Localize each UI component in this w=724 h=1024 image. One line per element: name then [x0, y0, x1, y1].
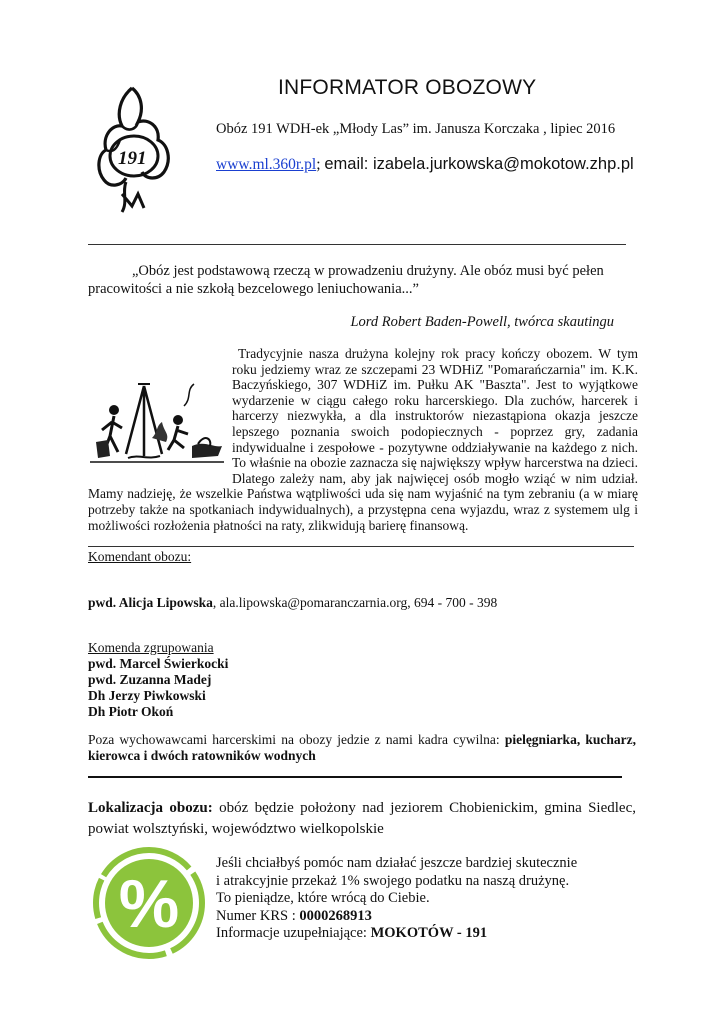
header-divider [88, 244, 626, 245]
team-member: Dh Jerzy Piwkowski [88, 688, 206, 703]
quote-author: Lord Robert Baden-Powell, twórca skautingu [350, 314, 614, 330]
location-paragraph [88, 798, 636, 840]
quote-text: „Obóz jest podstawową rzeczą w prowadzeniu drużyny. Ale obóz musi być pełen pracowitości a nie szkołą bezcelowego leniuchowania...” [88, 263, 604, 297]
camp-subtitle: Obóz 191 WDH-ek „Młody Las” im. Janusza Korczaka , lipiec 2016 [216, 121, 616, 137]
website-link[interactable]: www.ml.360r.pl [216, 156, 317, 173]
one-percent-badge [92, 846, 206, 960]
commander-details: , ala.lipowska@pomaranczarnia.org, 694 - 700 - 398 [212, 595, 498, 610]
intro-text: Tradycyjnie nasza drużyna kolejny rok pracy kończy obozem. W tym roku jedziemy wraz ze szczepami 23 WDHiZ "Pomarańczarnia" im. K.K. Baczyńskiego, 307 WDHiZ im. Pułku AK "Baszta". Jest to wyjątkowe wydarzenie w ciągu całego roku harcerskiego. Dla zuchów, harcerek i harcerzy niezwykła, a dla instruktorów niezastąpiona okazja jeszcze lepszego poznania swoich podopiecznych - poprzez gry, zadania indywidualne i zespołowe - pozytywne oddziaływanie na każdego z nich. To właśnie na obozie zaznacza się największy wpływ harcerstwa na dzieci. Dlatego zależy nam, aby jak najwięcej osób mogło wziąć w nim udział. Mamy nadzieję, że wszelkie Państwa wątpliwości uda się nam wyjaśnić na tym zebraniu (a w miarę potrzeby także na spotkaniach indywidualnych), a przystępna cena wyjazdu, wraz z systemem ulg i możliwości rozłożenia płatności na raty, zlikwidują barierę finansową. [88, 346, 638, 533]
civil-staff-paragraph [88, 732, 636, 764]
one-percent-line: i atrakcyjnie przekaż 1% swojego podatku na naszą drużynę. [216, 872, 570, 889]
location-text: obóz będzie położony nad jeziorem Chobienickim, gmina Siedlec, powiat wolsztyński, województwo wielkopolskie [88, 800, 636, 837]
staff-divider [88, 776, 622, 778]
campfire-illustration [88, 376, 226, 472]
commander-line [88, 595, 497, 611]
intro-divider [88, 546, 634, 547]
logo-number: 191 [118, 148, 147, 169]
page-title: INFORMATOR OBOZOWY [278, 76, 537, 99]
command-team-label: Komenda zgrupowania [88, 640, 214, 655]
email-text[interactable]: email: izabela.jurkowska@mokotow.zhp.pl [324, 155, 634, 173]
krs-line [216, 908, 577, 926]
info-line [216, 925, 577, 943]
command-team [88, 640, 228, 720]
civil-staff-roles: pielęgniarka, kucharz, kierowca i dwóch ratowników wodnych [88, 732, 636, 763]
one-percent-line: Jeśli chciałbyś pomóc nam działać jeszcze bardziej skutecznie [216, 855, 578, 871]
percent-symbol: % [118, 866, 180, 942]
one-percent-line: To pieniądze, które wrócą do Ciebie. [216, 890, 430, 906]
commander-label: Komendant obozu: [88, 549, 192, 564]
contact-line [216, 155, 634, 174]
contact-separator: ; [316, 156, 321, 173]
one-percent-text [216, 855, 577, 943]
team-member: pwd. Marcel Świerkocki [88, 656, 229, 671]
krs-label: Numer KRS : [216, 907, 300, 924]
troop-logo [92, 84, 176, 220]
krs-number: 0000268913 [299, 907, 372, 924]
info-value: MOKOTÓW - 191 [370, 925, 488, 941]
info-label: Informacje uzupełniające: [216, 925, 371, 941]
civil-staff-text: Poza wychowawcami harcerskimi na obozy jedzie z nami kadra cywilna: [88, 732, 505, 747]
team-member: Dh Piotr Okoń [88, 704, 174, 719]
intro-paragraph [88, 346, 638, 533]
location-label: Lokalizacja obozu: [88, 800, 213, 816]
team-member: pwd. Zuzanna Madej [88, 672, 212, 687]
commander-name: pwd. Alicja Lipowska [88, 595, 213, 610]
